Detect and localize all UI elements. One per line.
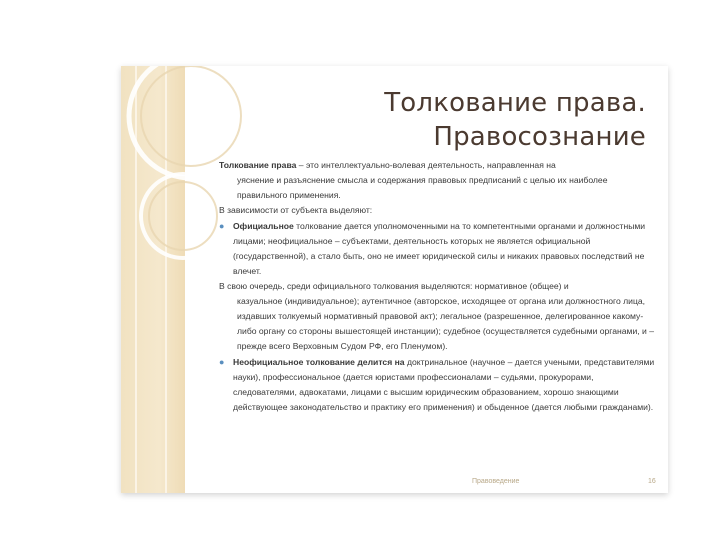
official-types-rest: казуальное (индивидуальное); аутентичное (авторское, исходящее от органа или должностного лица, издавших толкуемый нормативный правовой акт); легальное (разрешенное, делегированное какому-либо органу со стороны вышестоящей инстанции); судебное (осуществляется судебными органами, и – прежде всего Верховным Судом РФ, его Пленумом). [237,296,655,351]
slide [121,66,668,493]
bullet2-term: Неофициальное толкование делится на [233,357,405,367]
title-line-1: Толкование права. [384,88,646,118]
page-number: 16 [648,478,656,485]
bullet1-text: толкование дается уполномоченными на то компетентными органами и должностными лицами; неофициальное – субъектами, деятельность которых не является официальной (государственной), а стало быть, оно не имеет юридической силы и никаких правовых последствий не влечет. [233,221,646,276]
slide-title [384,86,646,154]
slide-content [219,158,655,415]
definition-text-rest: уяснение и разъяснение смысла и содержания правовых предписаний с целью их наиболее правильного применения. [237,175,608,200]
bullet-official [219,219,655,279]
bullet1-term: Официальное [233,221,294,231]
deco-circle [149,182,217,250]
deco-circle [141,174,225,258]
definition-text-first: – это интеллектуально-волевая деятельность, направленная на [296,160,556,170]
deco-circle [141,66,241,166]
official-types-first: В свою очередь, среди официального толкования выделяются: нормативное (общее) и [219,281,569,291]
circle-bullet-icon: ● [219,357,225,367]
definition-paragraph [219,158,655,173]
definition-term: Толкование права [219,160,297,170]
title-line-2: Правосознание [433,122,646,152]
bullet2-text: доктринальное (научное – дается учеными, представителями науки), профессиональное (дается юристами профессионалами – судьями, прокурорами, следователями, адвокатами, лицами с высшим юридическим образованием, хорошо знающими действующее законодательство и практику его применения) и обыденное (дается любыми гражданами). [233,357,655,412]
bullet-unofficial [219,355,655,415]
subject-intro: В зависимости от субъекта выделяют: [219,205,373,215]
footer-subject: Правоведение [472,478,520,485]
circle-bullet-icon: ● [219,221,225,231]
